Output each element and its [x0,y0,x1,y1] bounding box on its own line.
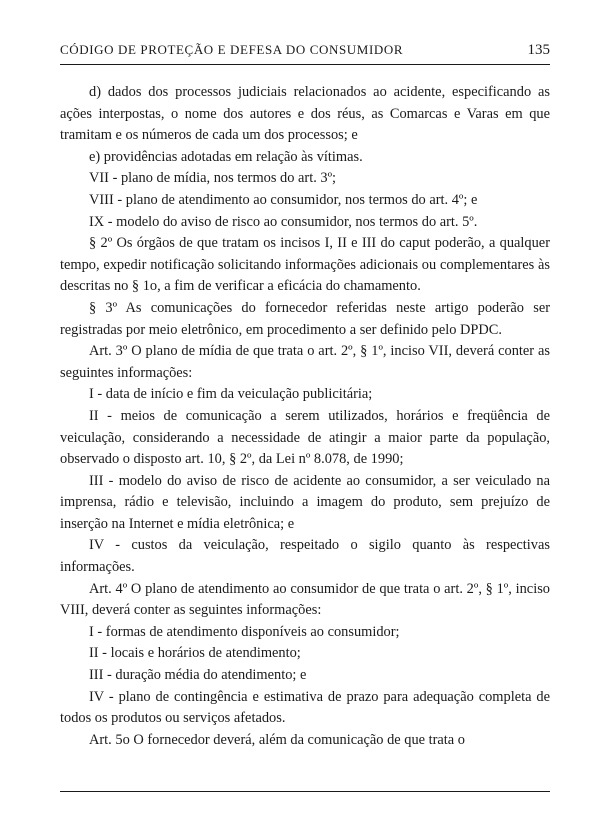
paragraph-text: § 3º As comunicações do fornecedor referidas neste artigo poderão ser registradas por meio eletrônico, em procedimento a ser definido pelo DPDC. [60,299,550,338]
inciso-label: VIII - [89,191,123,208]
document-page [60,42,550,751]
inciso-label: III - [89,667,112,684]
paragraph-art3-inciso-i [60,384,550,406]
paragraph-text: data de início e fim da veiculação publicitária; [102,386,373,403]
paragraph-text: modelo do aviso de risco ao consumidor, nos termos do art. 5º. [112,213,478,230]
paragraph-art3-inciso-iv [60,535,550,578]
paragraph-art-3 [60,341,550,384]
paragraph-section-3 [60,298,550,341]
body-text [60,82,550,751]
header-rule [60,64,550,65]
paragraph-section-2 [60,233,550,298]
running-title: CÓDIGO DE PROTEÇÃO E DEFESA DO CONSUMIDOR [60,42,404,57]
paragraph-text: plano de contingência e estimativa de prazo para adequação completa de todos os produtos ou serviços afetados. [60,688,550,727]
paragraph-art3-inciso-iii [60,471,550,536]
inciso-label: IX - [89,213,113,230]
paragraph-text: Art. 4º O plano de atendimento ao consumidor de que trata o art. 2º, § 1º, inciso VIII, deverá conter as seguintes informações: [60,580,550,619]
running-header [60,42,550,62]
paragraph-text: e) providências adotadas em relação às vítimas. [89,148,363,165]
paragraph-art4-inciso-ii [60,643,550,665]
paragraph-text: plano de atendimento ao consumidor, nos termos do art. 4º; e [122,191,478,208]
paragraph-item-e [60,147,550,169]
paragraph-text: § 2º Os órgãos de que tratam os incisos I, II e III do caput poderão, a qualquer tempo, expedir notificação solicitando informações adicionais ou complementares às descritas no § 1o, a fim de verificar a eficácia do chamamento. [60,235,550,295]
page-number: 135 [527,42,550,58]
inciso-label: I - [89,623,103,640]
paragraph-text: Art. 3º O plano de mídia de que trata o art. 2º, § 1º, inciso VII, deverá conter as seguintes informações: [60,343,550,381]
inciso-label: IV - [89,688,114,705]
paragraph-text: plano de mídia, nos termos do art. 3º; [117,170,337,187]
footer-rule [60,791,550,792]
inciso-label: I - [89,386,103,403]
paragraph-text: formas de atendimento disponíveis ao consumidor; [102,623,400,640]
paragraph-item-d [60,82,550,147]
paragraph-inciso-vii [60,168,550,190]
inciso-label: VII - [89,170,118,187]
inciso-label: IV - [89,537,121,554]
inciso-label: II - [89,645,107,662]
paragraph-text: Art. 5o O fornecedor deverá, além da comunicação de que trata o [89,731,465,748]
paragraph-text: d) dados dos processos judiciais relacionados ao acidente, especificando as ações interpostas, o nome dos autores e dos réus, as Comarcas e Varas em que tramitam e os números de cada um dos processos; e [60,84,550,144]
paragraph-art4-inciso-iii [60,665,550,687]
inciso-label: III - [89,472,114,489]
paragraph-inciso-ix [60,212,550,234]
paragraph-art4-inciso-iv [60,687,550,730]
paragraph-art3-inciso-ii [60,406,550,471]
paragraph-text: custos da veiculação, respeitado o sigilo quanto às respectivas informações. [60,537,550,576]
inciso-label: II - [89,407,112,424]
paragraph-text: meios de comunicação a serem utilizados, horários e freqüência de veiculação, considerando a necessidade de atingir a maior parte da população, observado o disposto art. 10, § 2º, da Lei nº 8.078, de 1990; [60,407,550,468]
paragraph-art-5 [60,730,550,752]
paragraph-art4-inciso-i [60,622,550,644]
paragraph-text: duração média do atendimento; e [111,667,307,684]
paragraph-art-4 [60,579,550,622]
paragraph-text: modelo do aviso de risco de acidente ao consumidor, a ser veiculado na imprensa, rádio e televisão, incluindo a imagem do produto, sem prejuízo de inserção na Internet e mídia eletrônica; e [60,472,550,532]
paragraph-inciso-viii [60,190,550,212]
paragraph-text: locais e horários de atendimento; [106,645,301,662]
